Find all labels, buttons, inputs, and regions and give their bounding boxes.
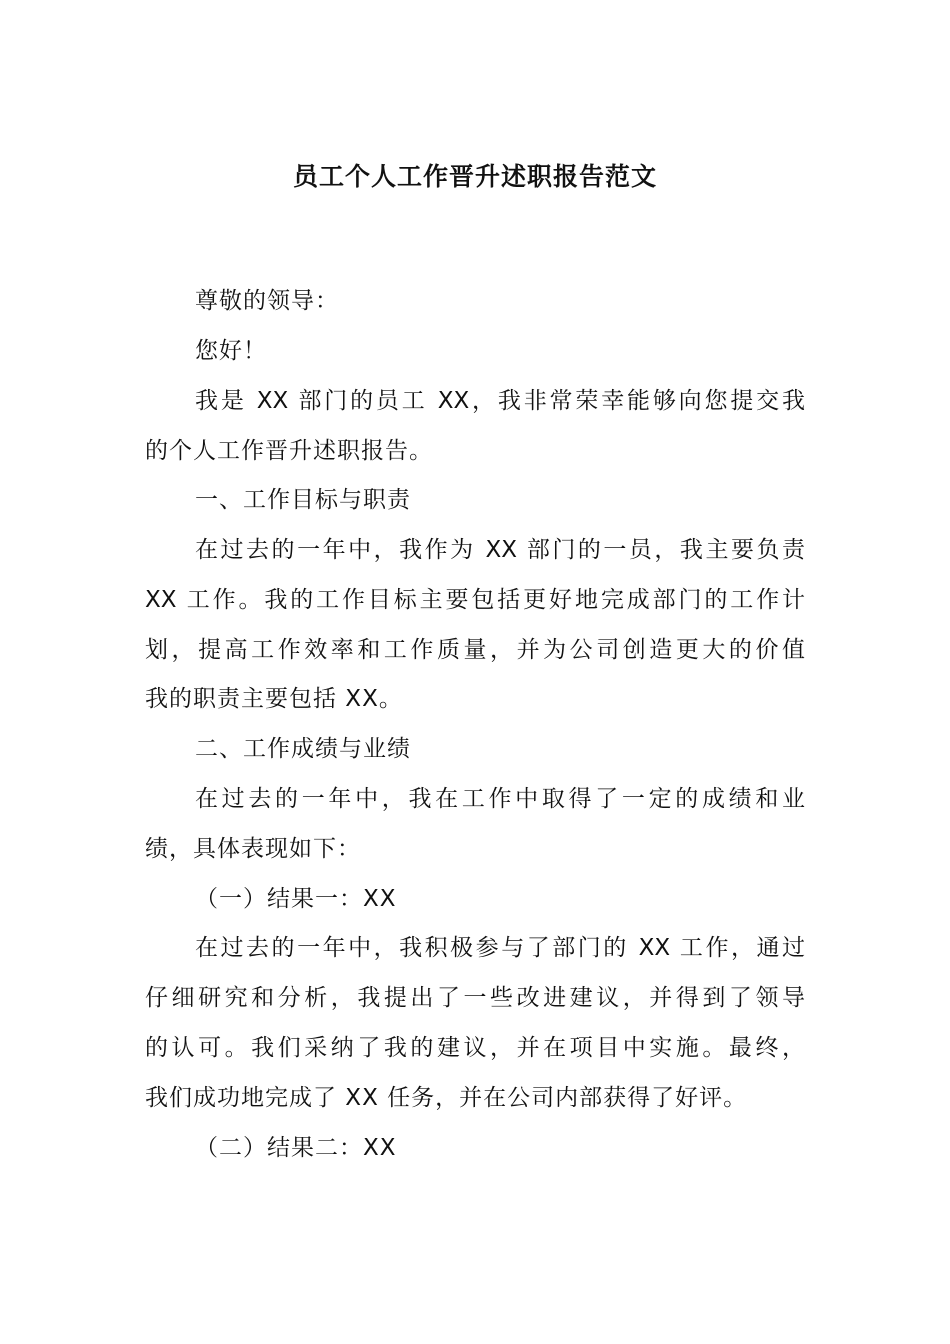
section-heading-2: 二、工作成绩与业绩 xyxy=(195,736,411,762)
result1-line-2: 仔细研究和分析，我提出了一些改进建议，并得到了领导 xyxy=(145,985,805,1011)
section1-line-1: 在过去的一年中，我作为 XX 部门的一员，我主要负责 xyxy=(195,537,805,563)
greeting: 您好！ xyxy=(195,338,267,364)
result-heading-2: （二）结果二：XX xyxy=(195,1135,397,1161)
document-title: 员工个人工作晋升述职报告范文 xyxy=(292,162,657,191)
section2-line-2: 绩，具体表现如下： xyxy=(145,836,361,862)
section2-line-1: 在过去的一年中，我在工作中取得了一定的成绩和业 xyxy=(195,786,805,812)
section1-line-3: 划，提高工作效率和工作质量，并为公司创造更大的价值 xyxy=(145,637,805,663)
salutation: 尊敬的领导： xyxy=(195,288,339,314)
section-heading-1: 一、工作目标与职责 xyxy=(195,487,411,513)
section1-line-4: 我的职责主要包括 XX。 xyxy=(145,686,403,712)
result1-line-1: 在过去的一年中，我积极参与了部门的 XX 工作，通过 xyxy=(195,935,805,961)
section1-line-2: XX 工作。我的工作目标主要包括更好地完成部门的工作计 xyxy=(145,587,805,613)
intro-line-2: 的个人工作晋升述职报告。 xyxy=(145,438,433,464)
result1-line-3: 的认可。我们采纳了我的建议，并在项目中实施。最终， xyxy=(145,1035,805,1061)
intro-line-1: 我是 XX 部门的员工 XX，我非常荣幸能够向您提交我 xyxy=(195,388,805,414)
result1-line-4: 我们成功地完成了 XX 任务，并在公司内部获得了好评。 xyxy=(145,1085,748,1111)
result-heading-1: （一）结果一：XX xyxy=(195,886,397,912)
